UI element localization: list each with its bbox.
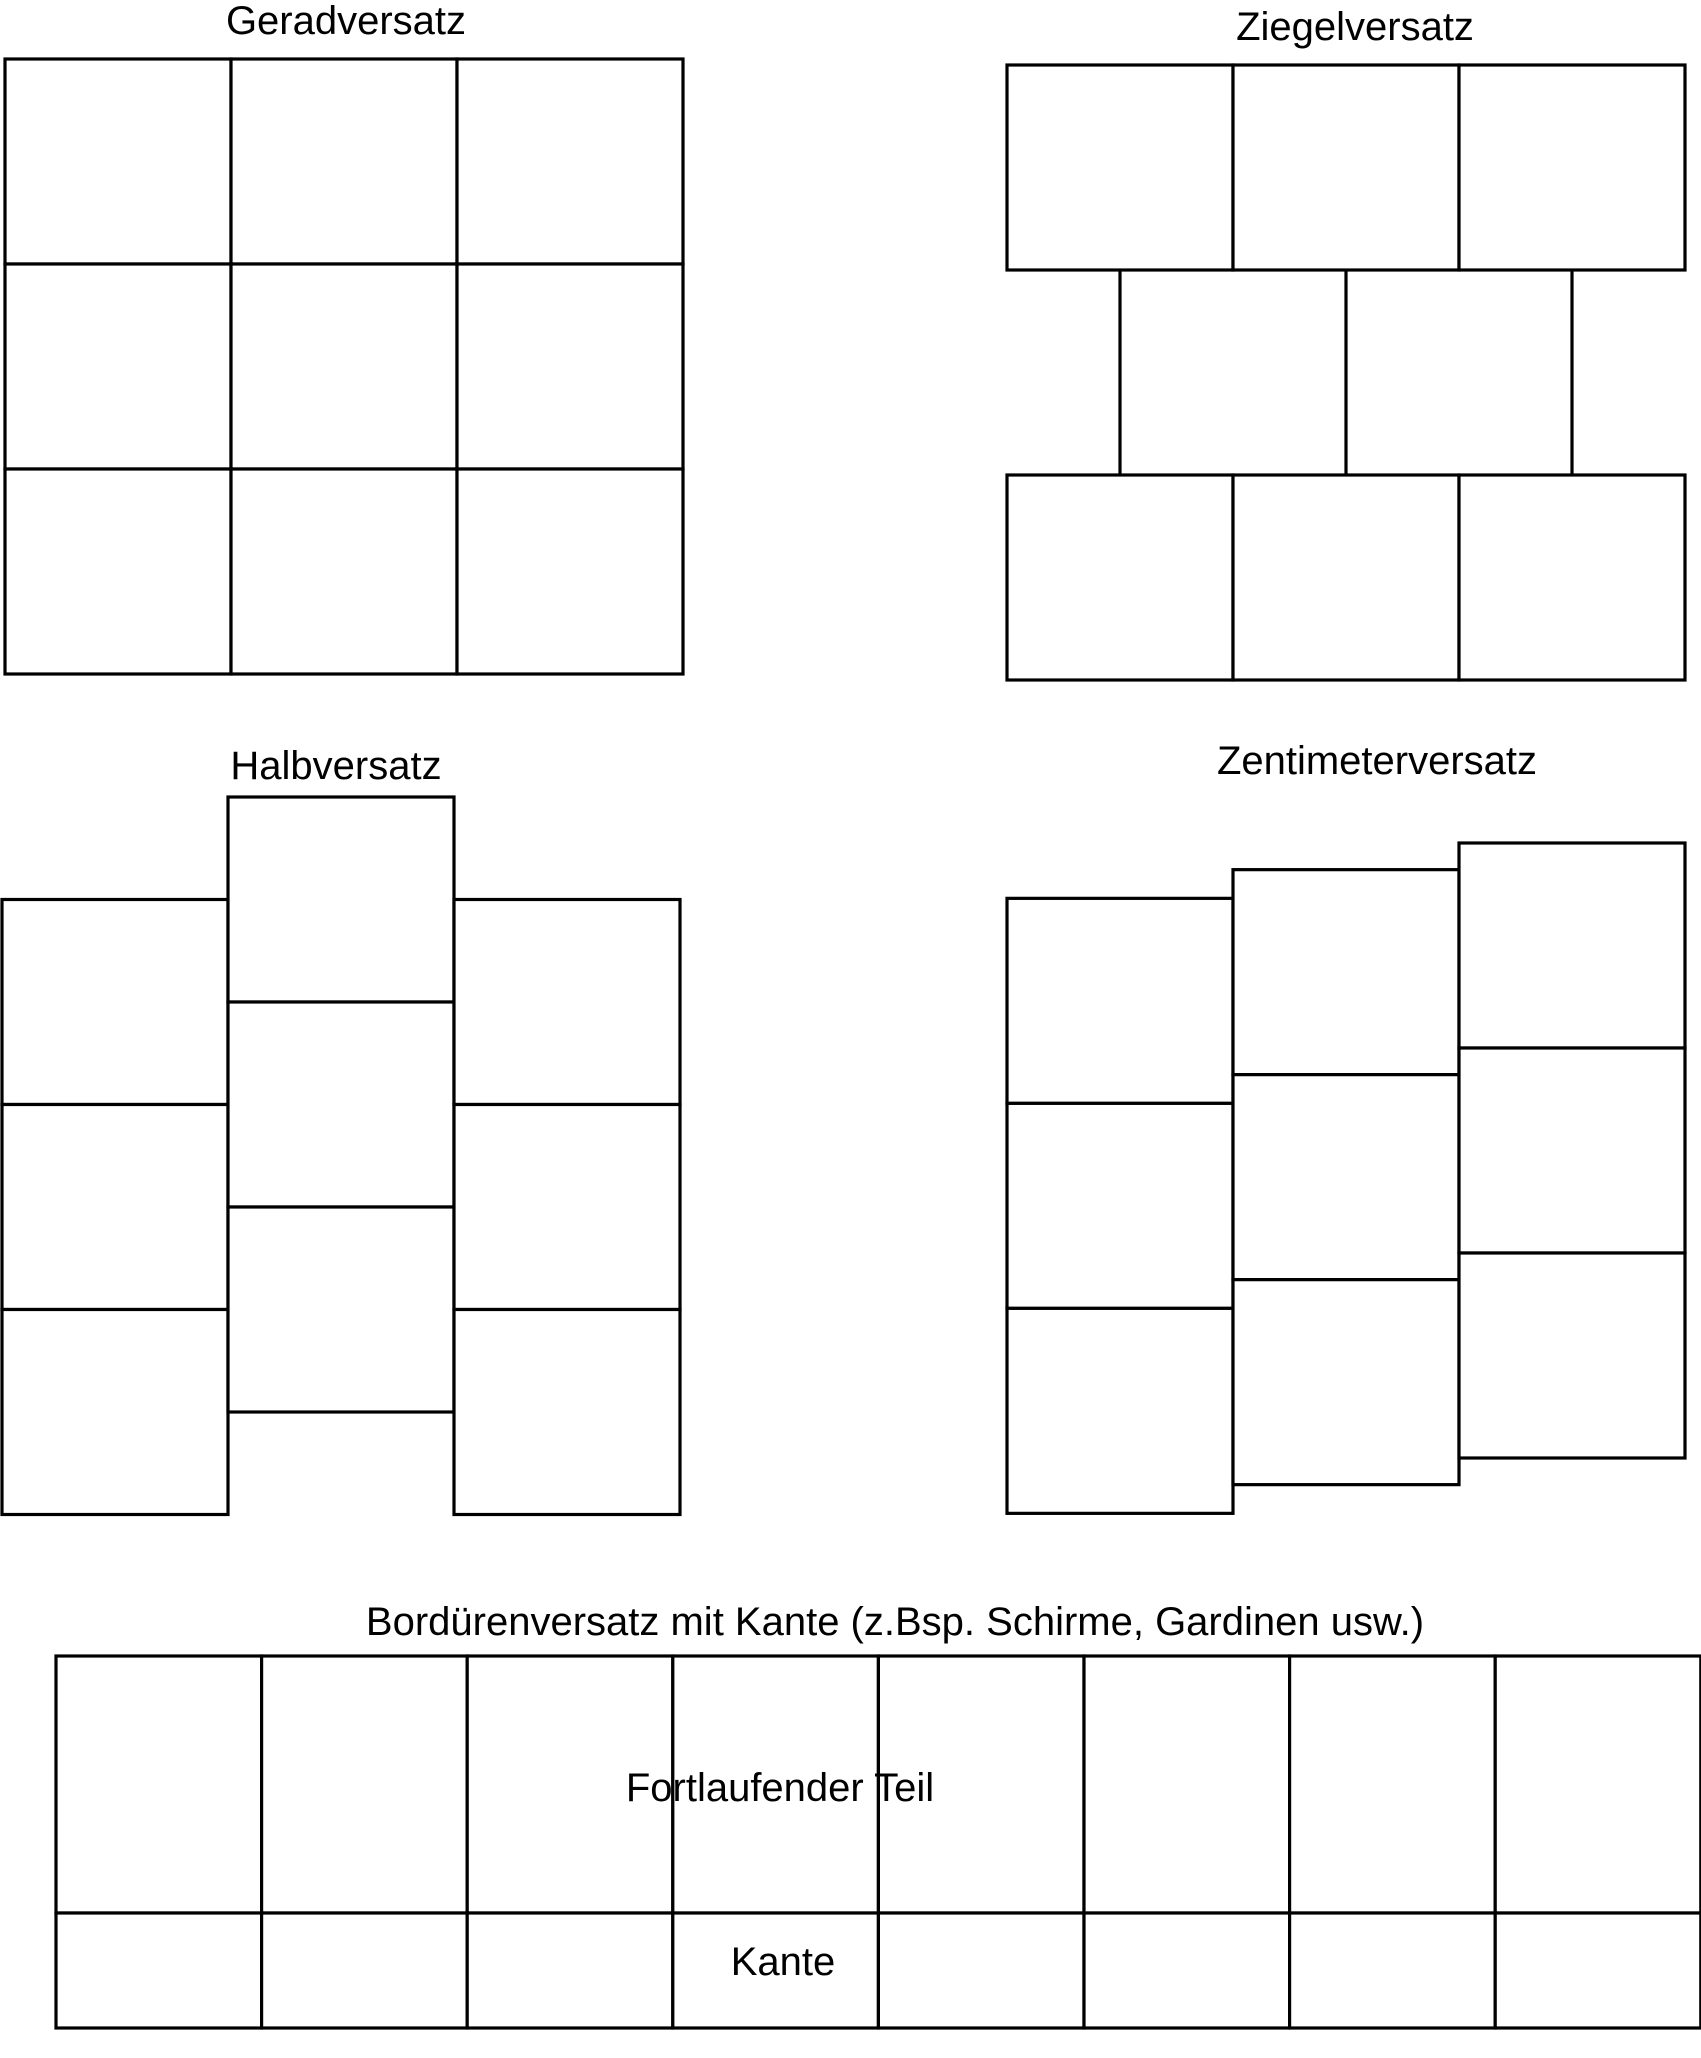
gerad-tile [231,469,457,674]
halb-tile [228,1207,454,1412]
gerad-tile [231,59,457,264]
ziegel-tile [1233,65,1459,270]
zentimeter-tile [1233,1075,1459,1280]
halbversatz-tile-grid [2,797,680,1515]
bordure-main-tile [262,1656,468,1913]
gerad-tile [457,469,683,674]
gerad-tile [231,264,457,469]
gerad-tile [457,59,683,264]
bordure-edge-tile [262,1913,468,2028]
zentimeter-tile [1233,1280,1459,1485]
zentimeter-tile [1007,1103,1233,1308]
halb-tile [454,1310,680,1515]
zentimeter-tile [1007,898,1233,1103]
halb-tile [2,1310,228,1515]
ziegel-tile [1007,65,1233,270]
gerad-tile [5,264,231,469]
halb-tile [2,1105,228,1310]
halb-tile [454,900,680,1105]
bordurenversatz-title: Bordürenversatz mit Kante (z.Bsp. Schirme, Gardinen usw.) [365,1600,1425,1644]
zentimeterversatz-tile-grid [1007,843,1685,1513]
halb-tile [454,1105,680,1310]
halb-tile [228,797,454,1002]
fortlaufender-teil-label: Fortlaufender Teil [625,1766,935,1810]
ziegel-tile [1459,475,1685,680]
bordure-main-tile [1290,1656,1496,1913]
ziegel-tile [1459,65,1685,270]
bordure-edge-tile [878,1913,1084,2028]
kante-label: Kante [730,1940,836,1984]
bordure-edge-tile [467,1913,673,2028]
zentimeterversatz-title: Zentimeterversatz [1216,739,1538,783]
gerad-tile [5,469,231,674]
zentimeter-tile [1459,1048,1685,1253]
zentimeter-tile [1233,870,1459,1075]
geradversatz-tile-grid [5,59,683,674]
ziegelversatz-title: Ziegelversatz [1236,5,1474,49]
gerad-tile [457,264,683,469]
bordure-edge-tile [56,1913,262,2028]
ziegelversatz-tile-grid [1007,65,1685,680]
bordure-edge-tile [1290,1913,1496,2028]
ziegel-tile [1007,475,1233,680]
gerad-tile [5,59,231,264]
zentimeter-tile [1007,1308,1233,1513]
bordure-edge-tile [1495,1913,1701,2028]
bordurenversatz-tile-grid [56,1656,1701,2028]
halb-tile [228,1002,454,1207]
zentimeter-tile [1459,1253,1685,1458]
geradversatz-title: Geradversatz [225,0,467,43]
ziegel-tile [1233,475,1459,680]
halb-tile [2,900,228,1105]
bordure-edge-tile [1084,1913,1290,2028]
bordure-main-tile [1495,1656,1701,1913]
halbversatz-title: Halbversatz [230,744,442,788]
bordure-main-tile [1084,1656,1290,1913]
zentimeter-tile [1459,843,1685,1048]
bordure-main-tile [56,1656,262,1913]
